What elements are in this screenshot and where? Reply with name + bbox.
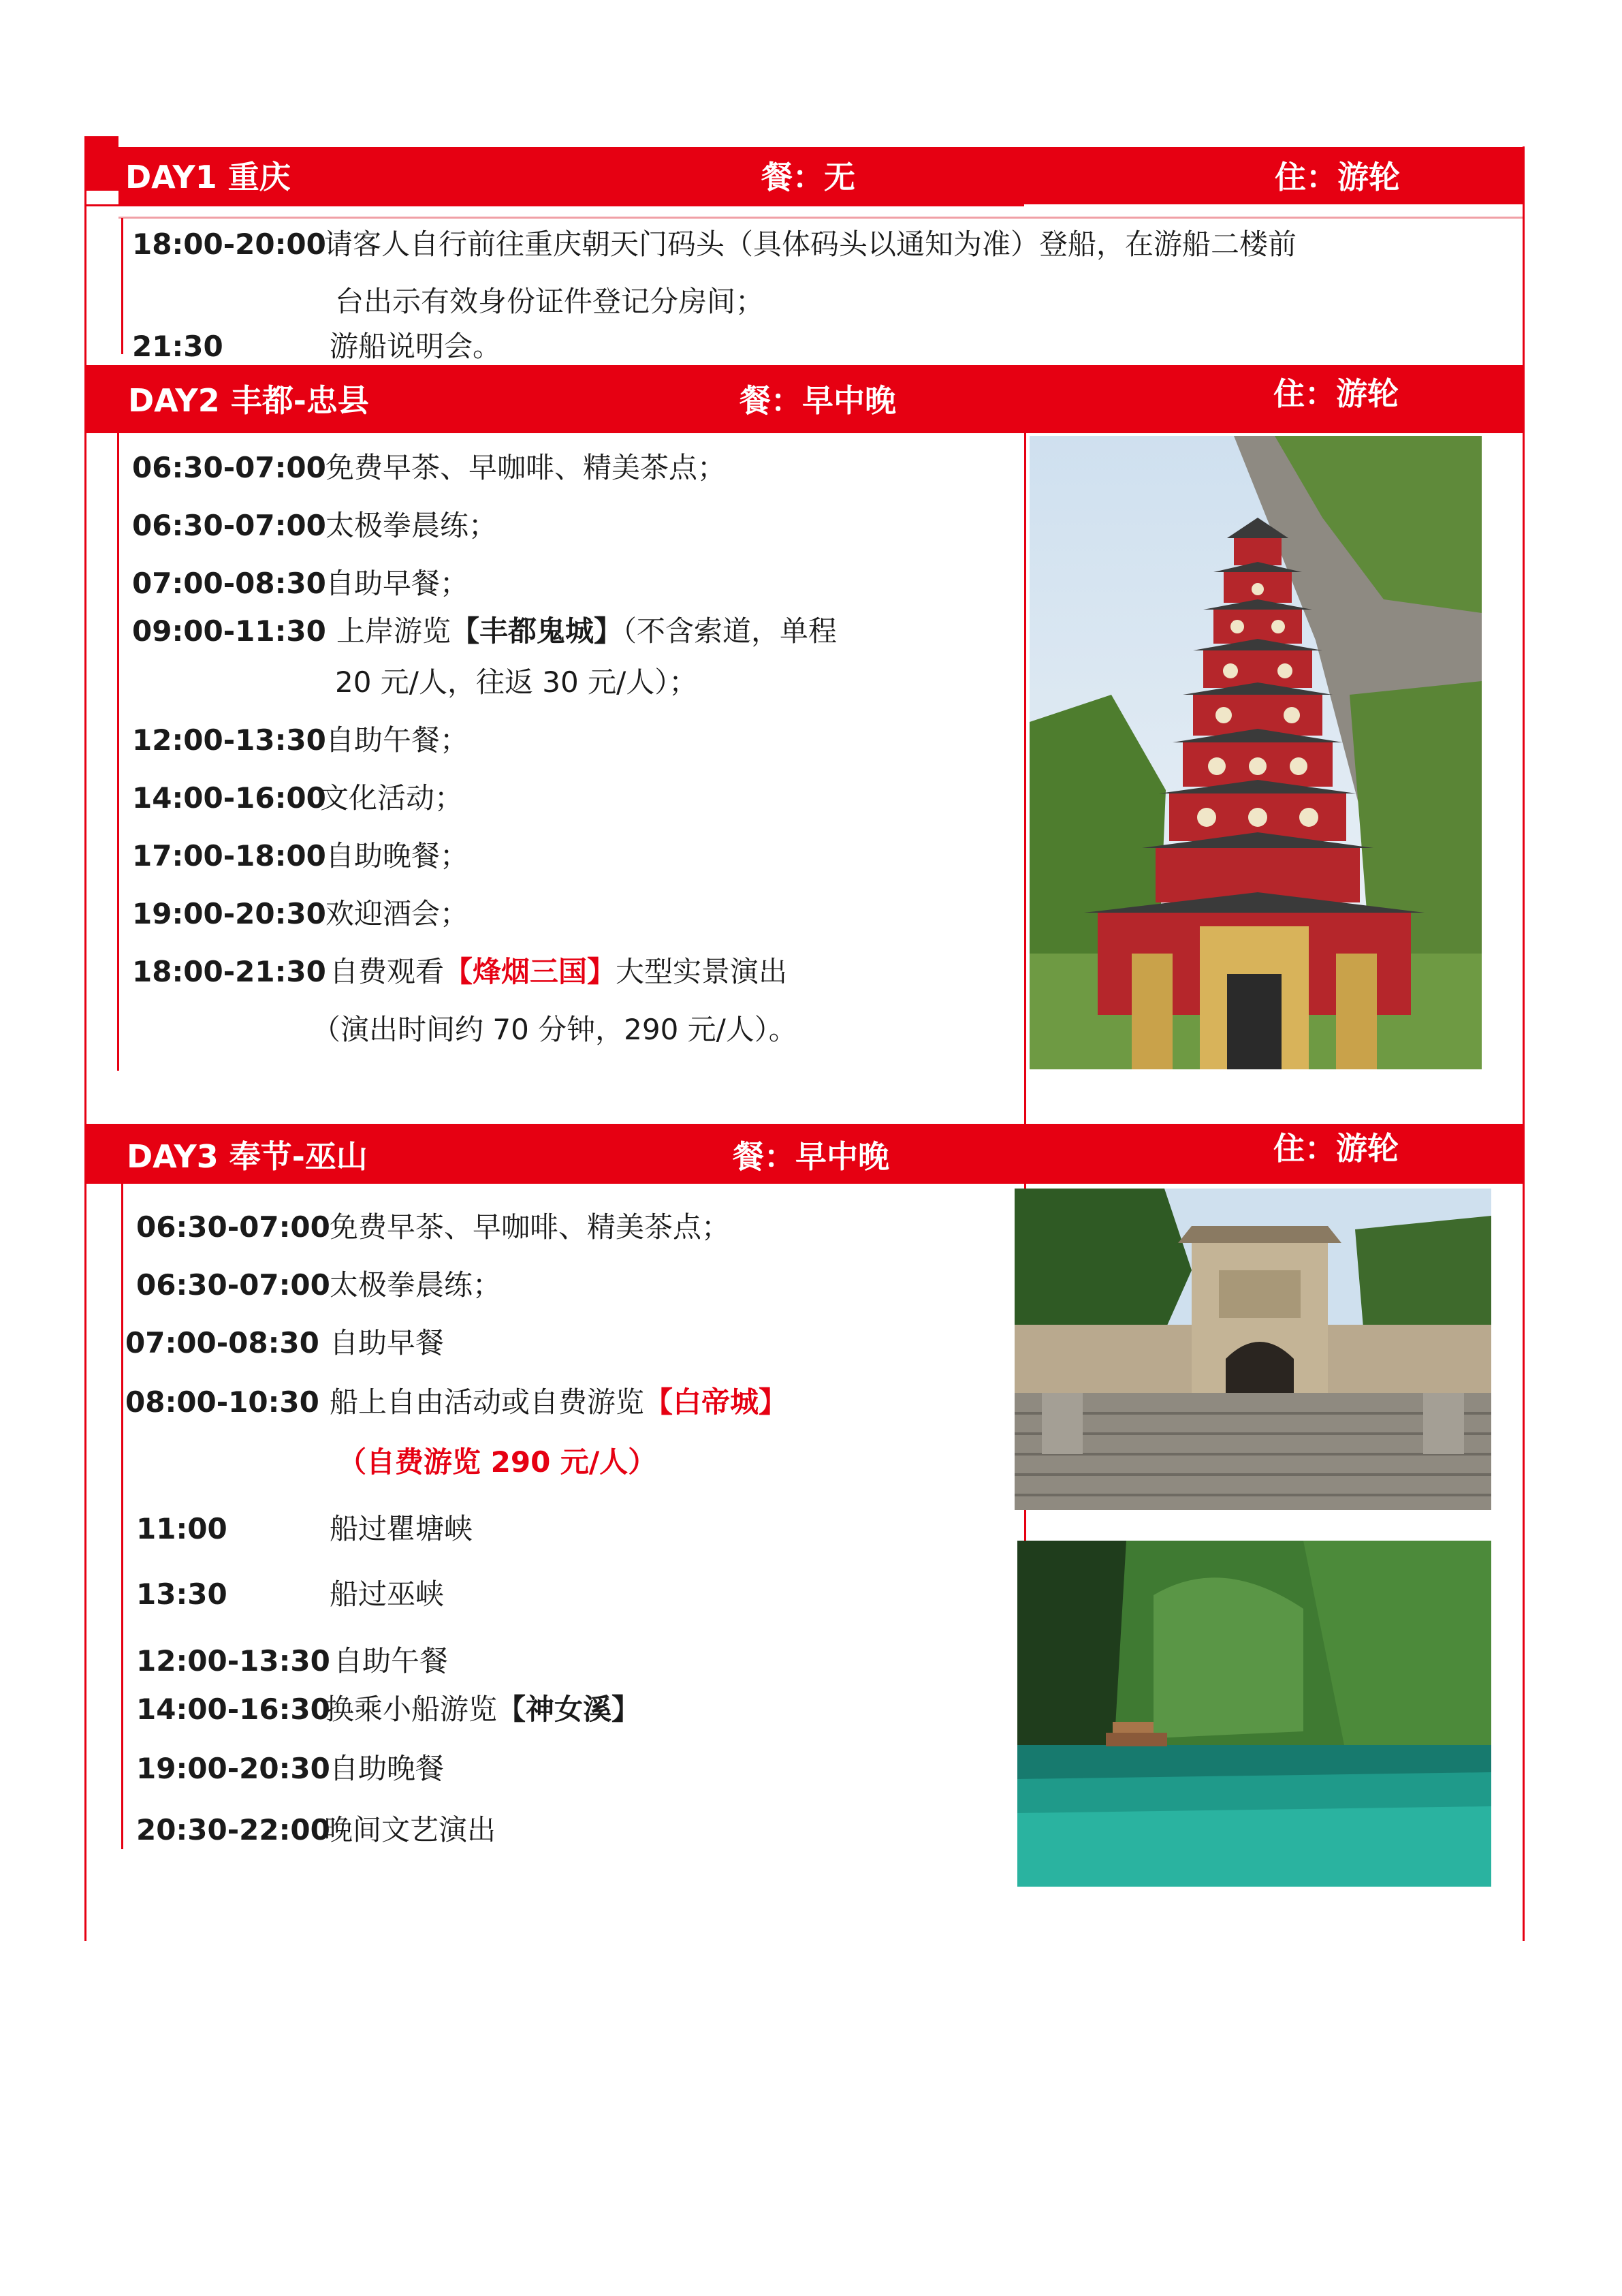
item-desc: 自助早餐 (330, 1326, 445, 1359)
day3-header (84, 1124, 1524, 1184)
day3-meals: 餐：早中晚 (733, 1138, 889, 1175)
item-desc: 自助午餐； (325, 723, 469, 757)
item-time: 07:00-08:30 (132, 567, 326, 600)
item-desc: 晚间文艺演出 (324, 1813, 496, 1846)
item-desc (336, 613, 837, 650)
item-time: 13:30 (136, 1577, 227, 1611)
item-desc (330, 954, 787, 990)
item-time: 14:00-16:30 (136, 1693, 330, 1726)
day1-header (118, 147, 1524, 204)
item-desc: 请客人自行前往重庆朝天门码头（具体码头以通知为准）登船，在游船二楼前 (324, 227, 1297, 261)
day1-title: DAY1 重庆 (125, 159, 291, 195)
item-time: 20:30-22:00 (136, 1813, 330, 1846)
item-desc: （演出时间约 70 分钟，290 元/人）。 (312, 1013, 797, 1046)
item-time: 06:30-07:00 (132, 509, 326, 542)
day2-meals: 餐：早中晚 (740, 382, 896, 419)
river-photo (1017, 1541, 1491, 1887)
item-time: 08:00-10:30 (125, 1385, 319, 1419)
timeline-day2 (117, 433, 119, 1071)
item-time: 21:30 (132, 330, 223, 363)
item-desc: 自助午餐 (334, 1644, 449, 1678)
day1-bottom-line (118, 217, 1523, 219)
item-desc (325, 1691, 640, 1728)
day3-stay: 住：游轮 (1273, 1130, 1399, 1167)
timeline-day1 (121, 218, 123, 354)
item-desc-pre: 船上自由活动或自费游览 (330, 1385, 645, 1419)
item-desc: 游船说明会。 (330, 330, 502, 363)
item-desc: 船过巫峡 (330, 1577, 445, 1611)
item-highlight: 【烽烟三国】 (444, 955, 616, 988)
pagoda-photo (1030, 436, 1482, 1069)
item-time: 07:00-08:30 (125, 1326, 319, 1359)
day2-stay: 住：游轮 (1273, 375, 1399, 412)
item-desc: 太极拳晨练； (325, 509, 498, 542)
item-time: 06:30-07:00 (136, 1210, 330, 1244)
item-desc-pre: 换乘小船游览 (325, 1693, 498, 1726)
item-time: 06:30-07:00 (136, 1268, 330, 1302)
item-desc: 自助早餐； (325, 567, 469, 600)
item-time: 18:00-20:00 (132, 227, 326, 261)
item-time: 19:00-20:30 (132, 897, 326, 930)
item-desc-post: 大型实景演出 (616, 955, 788, 988)
item-time: 12:00-13:30 (132, 723, 326, 757)
item-time: 12:00-13:30 (136, 1644, 330, 1678)
item-desc-pre: 上岸游览 (336, 614, 451, 648)
timeline-day3 (121, 1182, 123, 1849)
item-highlight: 【丰都鬼城】 (451, 614, 623, 648)
day3-title: DAY3 奉节-巫山 (127, 1138, 368, 1175)
item-desc: （自费游览 290 元/人） (338, 1445, 657, 1479)
day1-stay: 住：游轮 (1275, 159, 1400, 195)
item-time: 19:00-20:30 (136, 1752, 330, 1785)
item-desc: 免费早茶、早咖啡、精美茶点； (325, 451, 727, 484)
item-desc: 船过瞿塘峡 (330, 1512, 473, 1545)
item-time: 06:30-07:00 (132, 451, 326, 484)
day2-header (84, 365, 1524, 433)
day2-title: DAY2 丰都-忠县 (128, 382, 369, 419)
item-highlight: 【白帝城】 (644, 1385, 788, 1419)
item-desc: 文化活动； (320, 781, 464, 815)
item-time: 17:00-18:00 (132, 839, 326, 872)
item-desc: 免费早茶、早咖啡、精美茶点； (330, 1210, 731, 1244)
corner-marker (84, 136, 118, 191)
column-divider-day2 (1024, 368, 1026, 1124)
day1-meals: 餐：无 (761, 159, 855, 195)
item-desc (330, 1384, 787, 1421)
item-time: 11:00 (136, 1512, 227, 1545)
item-highlight: 【神女溪】 (497, 1693, 641, 1726)
item-desc-pre: 自费观看 (330, 955, 445, 988)
gate-photo (1015, 1189, 1491, 1510)
item-desc: 自助晚餐； (325, 839, 469, 872)
item-time: 14:00-16:00 (132, 781, 326, 815)
item-desc: 20 元/人，往返 30 元/人）； (335, 665, 698, 699)
item-desc: 台出示有效身份证件登记分房间； (335, 285, 765, 318)
item-desc: 自助晚餐 (330, 1752, 445, 1785)
day1-under-line (84, 204, 1024, 206)
item-desc: 欢迎酒会； (325, 897, 469, 930)
item-time: 18:00-21:30 (132, 955, 326, 988)
item-time: 09:00-11:30 (132, 614, 326, 648)
item-desc: 太极拳晨练； (330, 1268, 502, 1302)
item-desc-post: （不含索道，单程 (622, 614, 838, 648)
